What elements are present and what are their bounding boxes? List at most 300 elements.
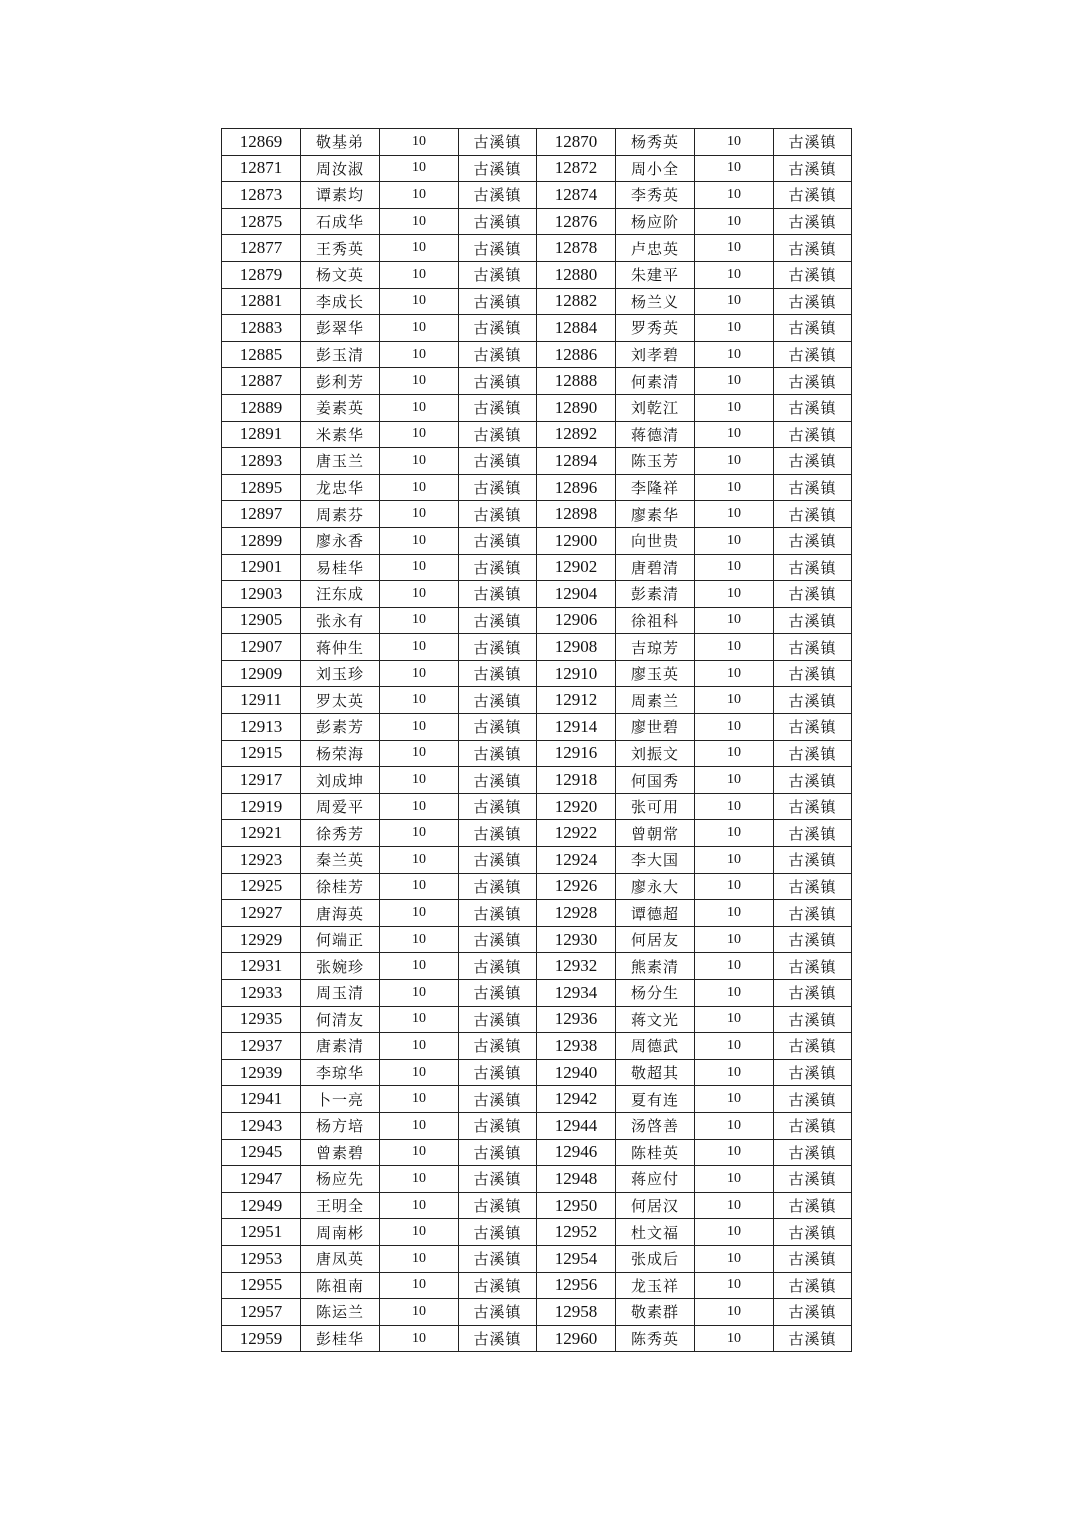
- town-name-cell: 古溪镇: [774, 714, 852, 741]
- amount-cell: 10: [695, 501, 774, 528]
- record-number-cell: 12940: [537, 1059, 616, 1086]
- record-number-cell: 12914: [537, 714, 616, 741]
- person-name-cell: 杨应阶: [616, 208, 695, 235]
- amount-cell: 10: [380, 980, 459, 1007]
- town-name-cell: 古溪镇: [459, 1219, 537, 1246]
- person-name-cell: 唐玉兰: [301, 448, 380, 475]
- amount-cell: 10: [380, 1166, 459, 1193]
- amount-cell: 10: [380, 208, 459, 235]
- amount-cell: 10: [695, 1192, 774, 1219]
- town-name-cell: 古溪镇: [459, 820, 537, 847]
- amount-cell: 10: [695, 261, 774, 288]
- amount-cell: 10: [380, 1245, 459, 1272]
- town-name-cell: 古溪镇: [774, 926, 852, 953]
- town-name-cell: 古溪镇: [459, 740, 537, 767]
- amount-cell: 10: [695, 368, 774, 395]
- table-row: [222, 208, 852, 235]
- table-row: [222, 1006, 852, 1033]
- record-number-cell: 12906: [537, 607, 616, 634]
- record-number-cell: 12944: [537, 1112, 616, 1139]
- amount-cell: 10: [380, 235, 459, 262]
- town-name-cell: 古溪镇: [459, 634, 537, 661]
- amount-cell: 10: [380, 315, 459, 342]
- record-number-cell: 12936: [537, 1006, 616, 1033]
- record-number-cell: 12903: [222, 581, 301, 608]
- record-number-cell: 12880: [537, 261, 616, 288]
- amount-cell: 10: [380, 581, 459, 608]
- record-number-cell: 12937: [222, 1033, 301, 1060]
- table-row: [222, 581, 852, 608]
- town-name-cell: 古溪镇: [459, 448, 537, 475]
- person-name-cell: 张可用: [616, 793, 695, 820]
- person-name-cell: 杜文福: [616, 1219, 695, 1246]
- record-number-cell: 12930: [537, 926, 616, 953]
- table-row: [222, 1272, 852, 1299]
- record-number-cell: 12933: [222, 980, 301, 1007]
- record-number-cell: 12915: [222, 740, 301, 767]
- amount-cell: 10: [695, 155, 774, 182]
- record-number-cell: 12898: [537, 501, 616, 528]
- table-row: [222, 421, 852, 448]
- amount-cell: 10: [695, 607, 774, 634]
- amount-cell: 10: [695, 820, 774, 847]
- table-row: [222, 1059, 852, 1086]
- person-name-cell: 唐凤英: [301, 1245, 380, 1272]
- person-name-cell: 周素芬: [301, 501, 380, 528]
- person-name-cell: 周南彬: [301, 1219, 380, 1246]
- record-number-cell: 12875: [222, 208, 301, 235]
- person-name-cell: 徐桂芳: [301, 873, 380, 900]
- record-number-cell: 12960: [537, 1325, 616, 1352]
- person-name-cell: 曾朝常: [616, 820, 695, 847]
- amount-cell: 10: [380, 554, 459, 581]
- town-name-cell: 古溪镇: [774, 607, 852, 634]
- record-number-cell: 12955: [222, 1272, 301, 1299]
- table-row: [222, 1219, 852, 1246]
- town-name-cell: 古溪镇: [774, 394, 852, 421]
- table-row: [222, 501, 852, 528]
- table-row: [222, 1245, 852, 1272]
- record-number-cell: 12893: [222, 448, 301, 475]
- amount-cell: 10: [380, 1033, 459, 1060]
- amount-cell: 10: [380, 341, 459, 368]
- town-name-cell: 古溪镇: [459, 182, 537, 209]
- town-name-cell: 古溪镇: [774, 793, 852, 820]
- town-name-cell: 古溪镇: [774, 554, 852, 581]
- table-row: [222, 474, 852, 501]
- amount-cell: 10: [380, 660, 459, 687]
- person-name-cell: 杨分生: [616, 980, 695, 1007]
- amount-cell: 10: [695, 394, 774, 421]
- town-name-cell: 古溪镇: [774, 288, 852, 315]
- town-name-cell: 古溪镇: [459, 1272, 537, 1299]
- record-number-cell: 12904: [537, 581, 616, 608]
- amount-cell: 10: [695, 953, 774, 980]
- table-row: [222, 793, 852, 820]
- record-number-cell: 12882: [537, 288, 616, 315]
- amount-cell: 10: [380, 368, 459, 395]
- town-name-cell: 古溪镇: [774, 953, 852, 980]
- amount-cell: 10: [380, 501, 459, 528]
- person-name-cell: 徐秀芳: [301, 820, 380, 847]
- town-name-cell: 古溪镇: [774, 129, 852, 156]
- amount-cell: 10: [380, 129, 459, 156]
- record-number-cell: 12917: [222, 767, 301, 794]
- record-number-cell: 12869: [222, 129, 301, 156]
- person-name-cell: 陈桂英: [616, 1139, 695, 1166]
- table-row: [222, 182, 852, 209]
- amount-cell: 10: [695, 1166, 774, 1193]
- person-name-cell: 秦兰英: [301, 847, 380, 874]
- amount-cell: 10: [695, 1325, 774, 1352]
- amount-cell: 10: [695, 1299, 774, 1326]
- amount-cell: 10: [380, 1086, 459, 1113]
- town-name-cell: 古溪镇: [774, 660, 852, 687]
- town-name-cell: 古溪镇: [459, 1086, 537, 1113]
- record-number-cell: 12918: [537, 767, 616, 794]
- town-name-cell: 古溪镇: [459, 1299, 537, 1326]
- person-name-cell: 蒋德清: [616, 421, 695, 448]
- person-name-cell: 李大国: [616, 847, 695, 874]
- table-row: [222, 288, 852, 315]
- record-number-cell: 12910: [537, 660, 616, 687]
- record-number-cell: 12911: [222, 687, 301, 714]
- town-name-cell: 古溪镇: [774, 1112, 852, 1139]
- record-number-cell: 12956: [537, 1272, 616, 1299]
- table-row: [222, 687, 852, 714]
- person-name-cell: 刘乾江: [616, 394, 695, 421]
- amount-cell: 10: [380, 155, 459, 182]
- record-number-cell: 12952: [537, 1219, 616, 1246]
- amount-cell: 10: [695, 793, 774, 820]
- person-name-cell: 敬素群: [616, 1299, 695, 1326]
- record-number-cell: 12901: [222, 554, 301, 581]
- person-name-cell: 周素兰: [616, 687, 695, 714]
- town-name-cell: 古溪镇: [459, 926, 537, 953]
- amount-cell: 10: [695, 129, 774, 156]
- table-row: [222, 315, 852, 342]
- person-name-cell: 廖玉英: [616, 660, 695, 687]
- person-name-cell: 周德武: [616, 1033, 695, 1060]
- record-number-cell: 12871: [222, 155, 301, 182]
- town-name-cell: 古溪镇: [774, 1139, 852, 1166]
- table-row: [222, 660, 852, 687]
- amount-cell: 10: [695, 660, 774, 687]
- town-name-cell: 古溪镇: [459, 315, 537, 342]
- amount-cell: 10: [695, 288, 774, 315]
- record-number-cell: 12874: [537, 182, 616, 209]
- town-name-cell: 古溪镇: [774, 341, 852, 368]
- town-name-cell: 古溪镇: [459, 527, 537, 554]
- amount-cell: 10: [380, 1059, 459, 1086]
- amount-cell: 10: [695, 182, 774, 209]
- person-name-cell: 杨秀英: [616, 129, 695, 156]
- person-name-cell: 蒋文光: [616, 1006, 695, 1033]
- amount-cell: 10: [380, 900, 459, 927]
- person-name-cell: 彭桂华: [301, 1325, 380, 1352]
- person-name-cell: 唐海英: [301, 900, 380, 927]
- record-number-cell: 12925: [222, 873, 301, 900]
- record-number-cell: 12881: [222, 288, 301, 315]
- record-number-cell: 12931: [222, 953, 301, 980]
- table-row: [222, 953, 852, 980]
- person-name-cell: 何居汉: [616, 1192, 695, 1219]
- town-name-cell: 古溪镇: [774, 261, 852, 288]
- town-name-cell: 古溪镇: [459, 793, 537, 820]
- record-number-cell: 12912: [537, 687, 616, 714]
- record-number-cell: 12896: [537, 474, 616, 501]
- record-number-cell: 12879: [222, 261, 301, 288]
- person-name-cell: 李成长: [301, 288, 380, 315]
- person-name-cell: 何居友: [616, 926, 695, 953]
- amount-cell: 10: [380, 1299, 459, 1326]
- town-name-cell: 古溪镇: [459, 421, 537, 448]
- town-name-cell: 古溪镇: [459, 1139, 537, 1166]
- record-number-cell: 12897: [222, 501, 301, 528]
- table-row: [222, 1325, 852, 1352]
- person-name-cell: 廖世碧: [616, 714, 695, 741]
- record-number-cell: 12907: [222, 634, 301, 661]
- town-name-cell: 古溪镇: [774, 873, 852, 900]
- town-name-cell: 古溪镇: [774, 1272, 852, 1299]
- record-number-cell: 12873: [222, 182, 301, 209]
- person-name-cell: 周小全: [616, 155, 695, 182]
- amount-cell: 10: [695, 1033, 774, 1060]
- record-number-cell: 12924: [537, 847, 616, 874]
- table-row: [222, 448, 852, 475]
- town-name-cell: 古溪镇: [459, 1245, 537, 1272]
- record-number-cell: 12927: [222, 900, 301, 927]
- person-name-cell: 石成华: [301, 208, 380, 235]
- town-name-cell: 古溪镇: [774, 1166, 852, 1193]
- amount-cell: 10: [695, 1245, 774, 1272]
- town-name-cell: 古溪镇: [774, 421, 852, 448]
- town-name-cell: 古溪镇: [774, 1033, 852, 1060]
- town-name-cell: 古溪镇: [774, 1086, 852, 1113]
- record-number-cell: 12958: [537, 1299, 616, 1326]
- town-name-cell: 古溪镇: [774, 527, 852, 554]
- person-name-cell: 蒋仲生: [301, 634, 380, 661]
- table-row: [222, 740, 852, 767]
- record-number-cell: 12938: [537, 1033, 616, 1060]
- record-number-cell: 12884: [537, 315, 616, 342]
- amount-cell: 10: [380, 873, 459, 900]
- town-name-cell: 古溪镇: [459, 900, 537, 927]
- amount-cell: 10: [380, 474, 459, 501]
- record-number-cell: 12932: [537, 953, 616, 980]
- person-name-cell: 蒋应付: [616, 1166, 695, 1193]
- person-name-cell: 唐素清: [301, 1033, 380, 1060]
- table-row: [222, 820, 852, 847]
- amount-cell: 10: [380, 714, 459, 741]
- person-name-cell: 夏有连: [616, 1086, 695, 1113]
- person-name-cell: 彭素清: [616, 581, 695, 608]
- record-number-cell: 12928: [537, 900, 616, 927]
- amount-cell: 10: [380, 607, 459, 634]
- record-number-cell: 12923: [222, 847, 301, 874]
- amount-cell: 10: [695, 474, 774, 501]
- record-number-cell: 12891: [222, 421, 301, 448]
- table-row: [222, 980, 852, 1007]
- town-name-cell: 古溪镇: [459, 474, 537, 501]
- table-row: [222, 129, 852, 156]
- amount-cell: 10: [695, 1086, 774, 1113]
- person-name-cell: 易桂华: [301, 554, 380, 581]
- person-name-cell: 李秀英: [616, 182, 695, 209]
- table-row: [222, 235, 852, 262]
- record-number-cell: 12959: [222, 1325, 301, 1352]
- person-name-cell: 彭素芳: [301, 714, 380, 741]
- record-number-cell: 12950: [537, 1192, 616, 1219]
- town-name-cell: 古溪镇: [459, 1325, 537, 1352]
- record-number-cell: 12886: [537, 341, 616, 368]
- person-name-cell: 杨兰义: [616, 288, 695, 315]
- amount-cell: 10: [695, 527, 774, 554]
- amount-cell: 10: [695, 873, 774, 900]
- person-name-cell: 杨荣海: [301, 740, 380, 767]
- amount-cell: 10: [695, 900, 774, 927]
- amount-cell: 10: [380, 448, 459, 475]
- town-name-cell: 古溪镇: [774, 740, 852, 767]
- record-number-cell: 12900: [537, 527, 616, 554]
- person-name-cell: 曾素碧: [301, 1139, 380, 1166]
- person-name-cell: 张婉珍: [301, 953, 380, 980]
- person-name-cell: 张成后: [616, 1245, 695, 1272]
- table-row: [222, 1033, 852, 1060]
- amount-cell: 10: [380, 634, 459, 661]
- table-row: [222, 368, 852, 395]
- person-name-cell: 龙忠华: [301, 474, 380, 501]
- person-name-cell: 米素华: [301, 421, 380, 448]
- person-name-cell: 李隆祥: [616, 474, 695, 501]
- table-row: [222, 554, 852, 581]
- amount-cell: 10: [695, 980, 774, 1007]
- town-name-cell: 古溪镇: [774, 182, 852, 209]
- record-number-cell: 12876: [537, 208, 616, 235]
- town-name-cell: 古溪镇: [459, 1192, 537, 1219]
- amount-cell: 10: [695, 1139, 774, 1166]
- town-name-cell: 古溪镇: [774, 1219, 852, 1246]
- amount-cell: 10: [380, 687, 459, 714]
- record-number-cell: 12926: [537, 873, 616, 900]
- person-name-cell: 廖永香: [301, 527, 380, 554]
- town-name-cell: 古溪镇: [774, 235, 852, 262]
- record-number-cell: 12943: [222, 1112, 301, 1139]
- person-name-cell: 敬超其: [616, 1059, 695, 1086]
- town-name-cell: 古溪镇: [774, 448, 852, 475]
- town-name-cell: 古溪镇: [774, 634, 852, 661]
- person-name-cell: 何素清: [616, 368, 695, 395]
- record-number-cell: 12908: [537, 634, 616, 661]
- town-name-cell: 古溪镇: [774, 1192, 852, 1219]
- amount-cell: 10: [380, 820, 459, 847]
- amount-cell: 10: [380, 1219, 459, 1246]
- amount-cell: 10: [695, 1112, 774, 1139]
- record-number-cell: 12888: [537, 368, 616, 395]
- record-number-cell: 12929: [222, 926, 301, 953]
- person-name-cell: 罗秀英: [616, 315, 695, 342]
- amount-cell: 10: [380, 288, 459, 315]
- record-number-cell: 12953: [222, 1245, 301, 1272]
- town-name-cell: 古溪镇: [459, 1006, 537, 1033]
- person-name-cell: 罗太英: [301, 687, 380, 714]
- amount-cell: 10: [380, 527, 459, 554]
- amount-cell: 10: [380, 261, 459, 288]
- person-name-cell: 彭玉清: [301, 341, 380, 368]
- town-name-cell: 古溪镇: [774, 1245, 852, 1272]
- amount-cell: 10: [695, 421, 774, 448]
- amount-cell: 10: [380, 1139, 459, 1166]
- amount-cell: 10: [695, 1272, 774, 1299]
- town-name-cell: 古溪镇: [459, 1059, 537, 1086]
- amount-cell: 10: [695, 208, 774, 235]
- record-number-cell: 12909: [222, 660, 301, 687]
- amount-cell: 10: [380, 793, 459, 820]
- town-name-cell: 古溪镇: [459, 261, 537, 288]
- person-name-cell: 姜素英: [301, 394, 380, 421]
- person-name-cell: 周玉清: [301, 980, 380, 1007]
- person-name-cell: 刘振文: [616, 740, 695, 767]
- table-row: [222, 527, 852, 554]
- person-name-cell: 谭德超: [616, 900, 695, 927]
- table-row: [222, 926, 852, 953]
- person-name-cell: 龙玉祥: [616, 1272, 695, 1299]
- record-number-cell: 12889: [222, 394, 301, 421]
- person-name-cell: 谭素均: [301, 182, 380, 209]
- amount-cell: 10: [695, 341, 774, 368]
- town-name-cell: 古溪镇: [459, 581, 537, 608]
- table-row: [222, 155, 852, 182]
- amount-cell: 10: [695, 687, 774, 714]
- table-row: [222, 873, 852, 900]
- record-number-cell: 12920: [537, 793, 616, 820]
- amount-cell: 10: [695, 1006, 774, 1033]
- town-name-cell: 古溪镇: [774, 1006, 852, 1033]
- person-name-cell: 廖永大: [616, 873, 695, 900]
- table-row: [222, 1192, 852, 1219]
- table-row: [222, 394, 852, 421]
- person-name-cell: 刘孝碧: [616, 341, 695, 368]
- record-number-cell: 12921: [222, 820, 301, 847]
- town-name-cell: 古溪镇: [774, 155, 852, 182]
- record-number-cell: 12954: [537, 1245, 616, 1272]
- person-name-cell: 杨应先: [301, 1166, 380, 1193]
- record-number-cell: 12877: [222, 235, 301, 262]
- amount-cell: 10: [695, 1219, 774, 1246]
- amount-cell: 10: [695, 581, 774, 608]
- person-name-cell: 唐碧清: [616, 554, 695, 581]
- table-row: [222, 341, 852, 368]
- town-name-cell: 古溪镇: [774, 1299, 852, 1326]
- table-row: [222, 1086, 852, 1113]
- record-number-cell: 12887: [222, 368, 301, 395]
- town-name-cell: 古溪镇: [774, 980, 852, 1007]
- person-name-cell: 彭翠华: [301, 315, 380, 342]
- record-number-cell: 12947: [222, 1166, 301, 1193]
- amount-cell: 10: [695, 1059, 774, 1086]
- person-name-cell: 刘玉珍: [301, 660, 380, 687]
- record-number-cell: 12945: [222, 1139, 301, 1166]
- amount-cell: 10: [380, 182, 459, 209]
- town-name-cell: 古溪镇: [774, 501, 852, 528]
- person-name-cell: 卢忠英: [616, 235, 695, 262]
- town-name-cell: 古溪镇: [774, 1059, 852, 1086]
- table-row: [222, 1139, 852, 1166]
- town-name-cell: 古溪镇: [459, 394, 537, 421]
- person-name-cell: 王秀英: [301, 235, 380, 262]
- table-row: [222, 847, 852, 874]
- person-name-cell: 熊素清: [616, 953, 695, 980]
